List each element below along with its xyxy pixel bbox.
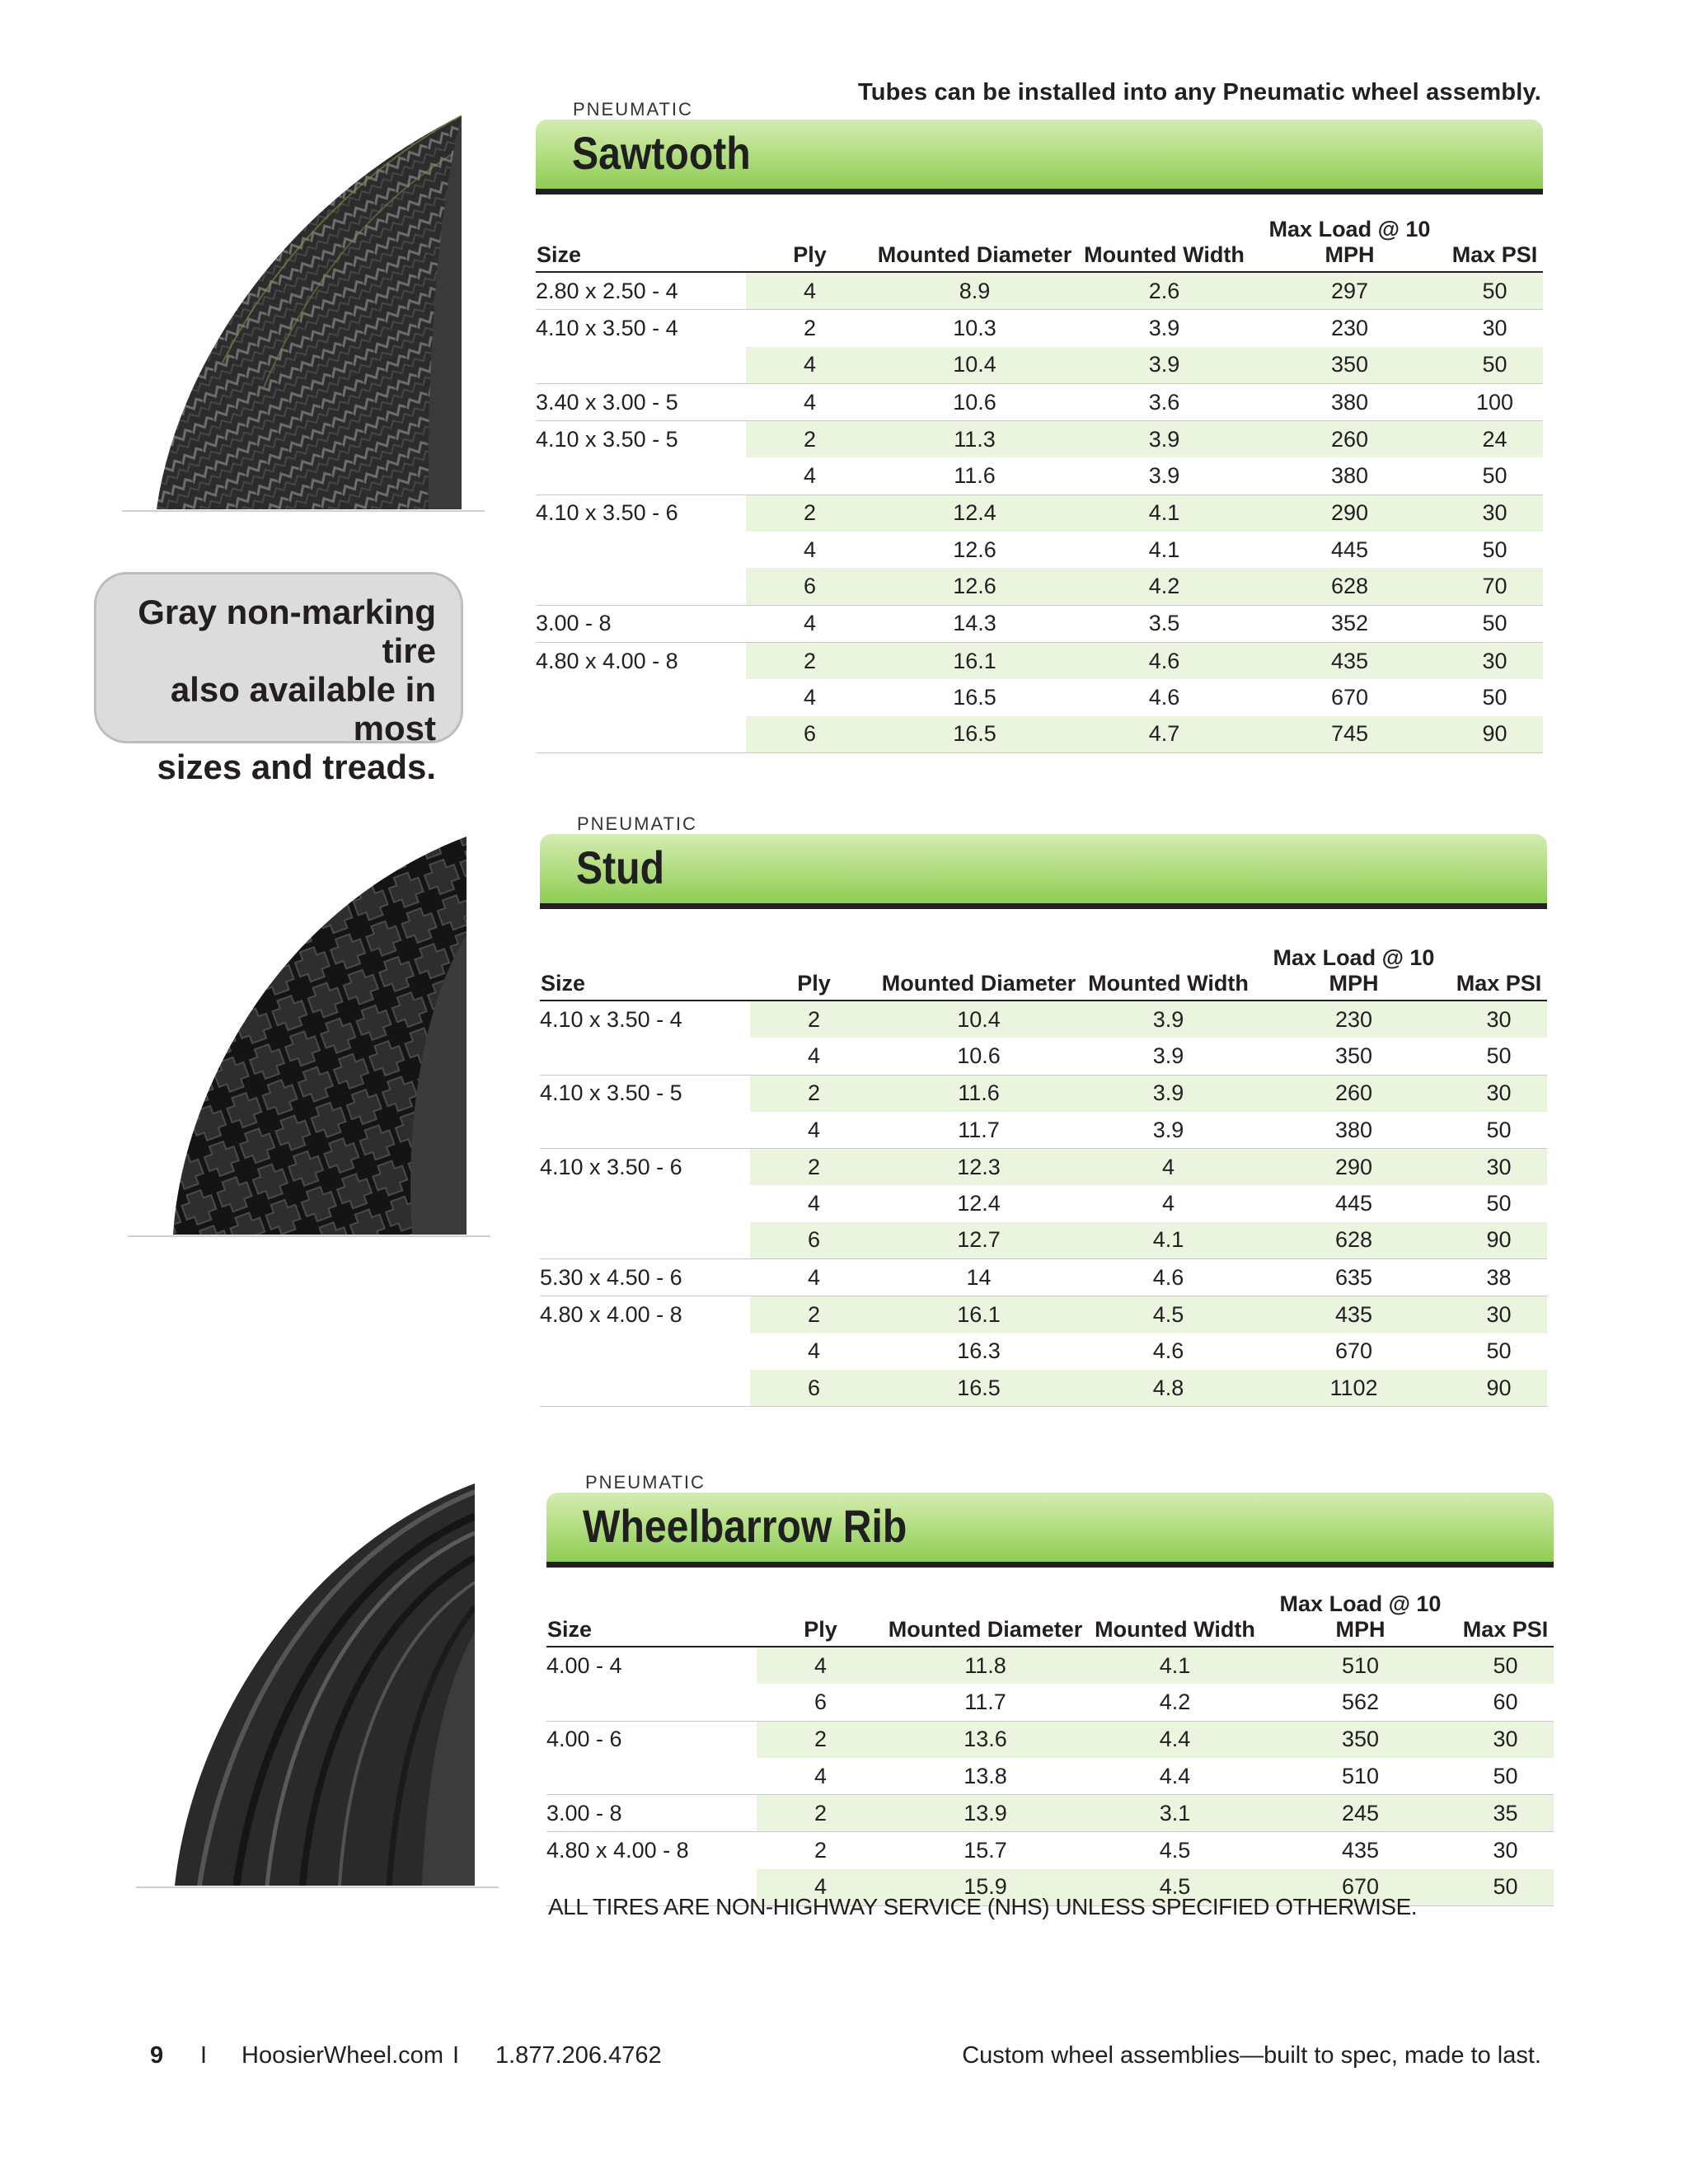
max-load-cell: 290 <box>1257 1149 1451 1186</box>
callout-line-3: sizes and treads. <box>157 748 436 786</box>
wheelbarrow-rib-spec-table <box>546 1591 1554 1906</box>
max-load-cell: 635 <box>1257 1259 1451 1296</box>
max-load-cell: 260 <box>1257 1075 1451 1112</box>
max-psi-cell: 35 <box>1457 1795 1554 1832</box>
width-cell: 4.7 <box>1076 716 1253 753</box>
width-cell: 3.9 <box>1148 463 1180 489</box>
max-load-col-header: Max Load @ 10 MPH <box>1264 1591 1457 1647</box>
ply-cell: 4 <box>746 383 874 420</box>
ply-cell: 2 <box>757 1832 884 1869</box>
max-psi-cell: 50 <box>1486 1117 1512 1142</box>
page-number: 9 <box>150 2042 164 2069</box>
diameter-cell: 12.6 <box>953 537 996 562</box>
table-row <box>536 494 1543 532</box>
width-cell: 4.2 <box>1159 1689 1191 1714</box>
width-cell: 3.9 <box>1076 421 1253 458</box>
max-load-cell: 435 <box>1253 642 1447 679</box>
width-cell: 4.1 <box>1080 1222 1257 1259</box>
table-row <box>536 568 1543 605</box>
max-psi-cell: 30 <box>1457 1721 1554 1758</box>
gray-tire-callout <box>94 572 463 786</box>
ply-cell: 4 <box>757 1647 884 1684</box>
table-row <box>540 1001 1547 1038</box>
diameter-cell: 13.9 <box>884 1795 1086 1832</box>
max-load-cell: 297 <box>1253 272 1447 310</box>
table-row <box>546 1684 1554 1721</box>
max-load-cell: 510 <box>1341 1763 1380 1788</box>
max-load-cell: 1102 <box>1257 1370 1451 1407</box>
section-kicker: PNEUMATIC <box>577 813 697 834</box>
size-cell <box>540 1333 750 1370</box>
diameter-cell: 13.6 <box>884 1721 1086 1758</box>
table-row <box>546 1832 1554 1869</box>
ply-cell: 4 <box>746 605 874 642</box>
diameter-cell: 12.4 <box>874 494 1076 532</box>
max-psi-cell: 30 <box>1451 1001 1547 1038</box>
max-psi-cell: 50 <box>1482 684 1507 710</box>
max-psi-cell: 30 <box>1451 1075 1547 1112</box>
max-load-cell: 562 <box>1341 1689 1380 1714</box>
max-load-cell: 380 <box>1253 383 1447 420</box>
sawtooth-image-rule <box>122 510 485 512</box>
size-cell <box>540 1112 750 1149</box>
callout-line-2: also available in most <box>170 670 436 748</box>
diameter-cell: 10.6 <box>957 1043 1001 1068</box>
size-cell <box>540 1370 750 1407</box>
width-cell: 3.9 <box>1152 1117 1184 1142</box>
size-cell <box>536 532 746 568</box>
size-cell: 4.80 x 4.00 - 8 <box>546 1832 757 1869</box>
max-psi-col-header: Max PSI <box>1451 944 1547 1001</box>
width-cell: 3.9 <box>1080 1075 1257 1112</box>
footer-separator: I <box>200 2042 208 2069</box>
max-psi-cell: 60 <box>1493 1689 1518 1714</box>
ply-cell: 6 <box>814 1689 828 1714</box>
table-row <box>536 272 1543 310</box>
table-row <box>546 1721 1554 1758</box>
diameter-cell: 16.1 <box>874 642 1076 679</box>
size-cell: 4.80 x 4.00 - 8 <box>536 642 746 679</box>
max-psi-cell: 50 <box>1447 605 1543 642</box>
width-cell: 4 <box>1080 1149 1257 1186</box>
size-cell <box>540 1185 750 1221</box>
diameter-cell: 11.3 <box>874 421 1076 458</box>
width-cell: 2.6 <box>1076 272 1253 310</box>
section-kicker: PNEUMATIC <box>573 99 693 120</box>
max-psi-col-header: Max PSI <box>1447 216 1543 272</box>
max-psi-cell: 30 <box>1451 1149 1547 1186</box>
table-row <box>536 642 1543 679</box>
max-load-cell: 245 <box>1264 1795 1457 1832</box>
max-load-cell: 670 <box>1334 1338 1373 1364</box>
diameter-cell: 10.3 <box>874 310 1076 347</box>
table-row <box>546 1647 1554 1684</box>
max-psi-cell: 100 <box>1447 383 1543 420</box>
sawtooth-tire-image <box>124 115 462 509</box>
ply-cell: 6 <box>746 568 874 605</box>
width-col-header: Mounted Width <box>1076 216 1253 272</box>
nhs-note: ALL TIRES ARE NON-HIGHWAY SERVICE (NHS) UNLESS SPECIFIED OTHERWISE. <box>548 1894 1418 1919</box>
ply-cell: 2 <box>746 310 874 347</box>
max-load-cell: 350 <box>1334 1043 1373 1068</box>
width-cell: 4.6 <box>1080 1259 1257 1296</box>
ply-cell: 4 <box>757 1869 884 1906</box>
max-psi-cell: 50 <box>1486 1043 1512 1068</box>
size-cell <box>546 1684 757 1721</box>
max-psi-cell: 50 <box>1493 1763 1518 1788</box>
size-cell: 4.10 x 3.50 - 6 <box>536 494 746 532</box>
table-row <box>536 679 1543 715</box>
website-link[interactable]: HoosierWheel.com <box>241 2042 443 2069</box>
max-load-cell: 380 <box>1330 463 1369 489</box>
width-col-header: Mounted Width <box>1086 1591 1264 1647</box>
max-load-cell: 628 <box>1253 568 1447 605</box>
diameter-col-header: Mounted Diameter <box>878 944 1080 1001</box>
table-row <box>546 1795 1554 1832</box>
diameter-cell: 10.6 <box>874 383 1076 420</box>
diameter-cell: 16.3 <box>957 1338 1001 1364</box>
ply-cell: 2 <box>750 1149 878 1186</box>
width-cell: 4.5 <box>1080 1296 1257 1333</box>
footer-tagline: Custom wheel assemblies—built to spec, made to last. <box>962 2042 1541 2069</box>
diameter-cell: 11.6 <box>878 1075 1080 1112</box>
max-psi-cell: 24 <box>1447 421 1543 458</box>
max-load-cell: 745 <box>1253 716 1447 753</box>
ply-cell: 4 <box>746 272 874 310</box>
size-cell <box>540 1222 750 1259</box>
section-header-bar <box>540 834 1547 909</box>
max-load-col-header: Max Load @ 10 MPH <box>1257 944 1451 1001</box>
size-cell: 3.00 - 8 <box>536 605 746 642</box>
table-row <box>536 421 1543 458</box>
table-row <box>536 532 1543 568</box>
sawtooth-spec-table <box>536 216 1543 753</box>
size-cell: 3.00 - 8 <box>546 1795 757 1832</box>
max-load-cell: 628 <box>1257 1222 1451 1259</box>
size-cell: 4.00 - 4 <box>546 1652 622 1678</box>
table-row <box>536 716 1543 753</box>
diameter-cell: 11.6 <box>954 463 996 489</box>
size-cell <box>536 347 746 384</box>
diameter-cell: 16.5 <box>953 684 996 710</box>
max-psi-cell: 30 <box>1457 1832 1554 1869</box>
max-psi-cell: 90 <box>1451 1370 1547 1407</box>
callout-line-1: Gray non-marking tire <box>138 593 436 670</box>
size-cell: 2.80 x 2.50 - 4 <box>536 278 678 303</box>
diameter-cell: 16.1 <box>878 1296 1080 1333</box>
width-cell: 4.8 <box>1080 1370 1257 1407</box>
table-row <box>540 1112 1547 1149</box>
width-cell: 4.6 <box>1152 1338 1184 1364</box>
max-psi-cell: 38 <box>1451 1259 1547 1296</box>
max-load-col-header: Max Load @ 10 MPH <box>1253 216 1447 272</box>
diameter-cell: 10.4 <box>874 347 1076 384</box>
max-load-cell: 435 <box>1264 1832 1457 1869</box>
ply-cell: 4 <box>750 1259 878 1296</box>
stud-image-rule <box>128 1235 490 1237</box>
size-cell <box>546 1758 757 1795</box>
diameter-cell: 16.5 <box>878 1370 1080 1407</box>
ply-cell: 6 <box>750 1222 878 1259</box>
size-cell: 4.00 - 6 <box>546 1721 757 1758</box>
diameter-cell: 14.3 <box>874 605 1076 642</box>
width-cell: 4.1 <box>1076 494 1253 532</box>
max-load-cell: 290 <box>1253 494 1447 532</box>
width-cell: 4.2 <box>1076 568 1253 605</box>
ply-cell: 4 <box>803 463 817 489</box>
max-psi-cell: 90 <box>1447 716 1543 753</box>
max-load-cell: 670 <box>1330 684 1369 710</box>
table-row <box>536 310 1543 347</box>
table-row <box>540 1222 1547 1259</box>
width-cell: 3.9 <box>1076 310 1253 347</box>
size-cell <box>536 679 746 715</box>
table-row <box>540 1259 1547 1296</box>
width-cell: 4.6 <box>1076 642 1253 679</box>
table-row <box>536 347 1543 384</box>
max-load-cell: 350 <box>1253 347 1447 384</box>
ply-cell: 2 <box>750 1001 878 1038</box>
width-cell: 4.4 <box>1086 1721 1264 1758</box>
max-load-cell: 445 <box>1330 537 1369 562</box>
diameter-col-header: Mounted Diameter <box>884 1591 1086 1647</box>
max-load-cell: 352 <box>1253 605 1447 642</box>
diameter-cell: 11.7 <box>964 1689 1006 1714</box>
ply-cell: 2 <box>746 642 874 679</box>
max-load-cell: 435 <box>1257 1296 1451 1333</box>
ply-cell: 4 <box>807 1043 821 1068</box>
table-row <box>540 1185 1547 1221</box>
max-psi-cell: 50 <box>1486 1338 1512 1364</box>
ply-cell: 4 <box>803 537 817 562</box>
diameter-cell: 12.6 <box>874 568 1076 605</box>
max-psi-cell: 90 <box>1451 1222 1547 1259</box>
section-title: Stud <box>576 841 665 893</box>
width-cell: 3.9 <box>1076 347 1253 384</box>
size-col-header: Size <box>540 944 750 1001</box>
section-kicker: PNEUMATIC <box>585 1472 706 1493</box>
diameter-cell: 12.7 <box>878 1222 1080 1259</box>
max-load-cell: 260 <box>1253 421 1447 458</box>
size-cell: 4.10 x 3.50 - 4 <box>540 1006 682 1032</box>
diameter-cell: 15.7 <box>884 1832 1086 1869</box>
max-psi-cell: 50 <box>1447 347 1543 384</box>
ply-cell: 4 <box>803 684 817 710</box>
max-psi-cell: 30 <box>1447 642 1543 679</box>
diameter-cell: 12.4 <box>957 1191 1001 1216</box>
max-psi-cell: 30 <box>1447 494 1543 532</box>
max-load-cell: 510 <box>1264 1647 1457 1684</box>
ply-cell: 2 <box>746 421 874 458</box>
width-cell: 3.1 <box>1086 1795 1264 1832</box>
max-psi-cell: 50 <box>1482 537 1507 562</box>
size-cell: 4.10 x 3.50 - 5 <box>540 1075 750 1112</box>
max-psi-cell: 50 <box>1457 1869 1554 1906</box>
table-row <box>540 1296 1547 1333</box>
table-row <box>540 1038 1547 1075</box>
width-cell: 4.1 <box>1148 537 1180 562</box>
stud-spec-table <box>540 944 1547 1407</box>
max-psi-cell: 70 <box>1447 568 1543 605</box>
table-row <box>540 1075 1547 1112</box>
table-row <box>540 1333 1547 1370</box>
ply-cell: 4 <box>814 1763 828 1788</box>
size-cell: 4.10 x 3.50 - 6 <box>540 1149 750 1186</box>
diameter-cell: 8.9 <box>874 272 1076 310</box>
ply-cell: 6 <box>750 1370 878 1407</box>
ply-col-header: Ply <box>746 216 874 272</box>
ply-cell: 2 <box>750 1075 878 1112</box>
width-cell: 4.5 <box>1086 1832 1264 1869</box>
phone-number[interactable]: 1.877.206.4762 <box>495 2042 662 2069</box>
ply-cell: 4 <box>807 1191 821 1216</box>
diameter-cell: 16.5 <box>874 716 1076 753</box>
size-cell <box>536 457 746 494</box>
max-load-cell: 230 <box>1253 310 1447 347</box>
section-header-bar <box>546 1493 1554 1568</box>
diameter-col-header: Mounted Diameter <box>874 216 1076 272</box>
ply-cell: 2 <box>750 1296 878 1333</box>
max-psi-cell: 50 <box>1457 1647 1554 1684</box>
max-load-cell: 230 <box>1257 1001 1451 1038</box>
wheelbarrow-image-rule <box>136 1886 499 1888</box>
width-cell: 3.9 <box>1152 1043 1184 1068</box>
table-row <box>536 457 1543 494</box>
max-psi-cell: 50 <box>1482 463 1507 489</box>
width-cell: 3.6 <box>1076 383 1253 420</box>
max-load-cell: 445 <box>1334 1191 1373 1216</box>
table-row <box>540 1370 1547 1407</box>
table-row <box>546 1758 1554 1795</box>
max-load-cell: 670 <box>1264 1869 1457 1906</box>
ply-cell: 2 <box>757 1721 884 1758</box>
wheelbarrow-rib-tire-image <box>175 1483 475 1886</box>
size-cell: 3.40 x 3.00 - 5 <box>536 383 746 420</box>
section-title: Wheelbarrow Rib <box>583 1500 907 1552</box>
diameter-cell: 10.4 <box>878 1001 1080 1038</box>
table-row <box>536 605 1543 642</box>
size-cell <box>536 568 746 605</box>
size-cell: 5.30 x 4.50 - 6 <box>540 1259 750 1296</box>
size-cell: 4.80 x 4.00 - 8 <box>540 1296 750 1333</box>
width-col-header: Mounted Width <box>1080 944 1257 1001</box>
max-psi-cell: 50 <box>1486 1191 1512 1216</box>
ply-cell: 4 <box>807 1338 821 1364</box>
tube-note: Tubes can be installed into any Pneumatic wheel assembly. <box>857 79 1541 105</box>
table-row <box>540 1149 1547 1186</box>
max-load-cell: 380 <box>1334 1117 1373 1142</box>
width-cell: 3.5 <box>1076 605 1253 642</box>
width-cell: 3.9 <box>1080 1001 1257 1038</box>
width-cell: 4.5 <box>1086 1869 1264 1906</box>
ply-cell: 6 <box>746 716 874 753</box>
size-col-header: Size <box>536 216 746 272</box>
ply-cell: 2 <box>746 494 874 532</box>
size-cell: 4.10 x 3.50 - 5 <box>536 421 746 458</box>
size-col-header: Size <box>546 1591 757 1647</box>
width-cell: 4.1 <box>1086 1647 1264 1684</box>
max-psi-cell: 50 <box>1447 272 1543 310</box>
table-row <box>536 383 1543 420</box>
ply-col-header: Ply <box>750 944 878 1001</box>
footer-separator: I <box>452 2042 460 2069</box>
max-psi-col-header: Max PSI <box>1457 1591 1554 1647</box>
diameter-cell: 13.8 <box>964 1763 1007 1788</box>
size-cell <box>540 1038 750 1075</box>
ply-col-header: Ply <box>757 1591 884 1647</box>
section-header-bar <box>536 120 1543 194</box>
diameter-cell: 11.7 <box>958 1117 1000 1142</box>
ply-cell: 2 <box>757 1795 884 1832</box>
ply-cell: 4 <box>807 1117 821 1142</box>
size-cell <box>536 716 746 753</box>
ply-cell: 4 <box>746 347 874 384</box>
width-cell: 4 <box>1161 1191 1175 1216</box>
max-psi-cell: 30 <box>1451 1296 1547 1333</box>
width-cell: 4.6 <box>1148 684 1180 710</box>
section-title: Sawtooth <box>572 127 751 179</box>
size-cell: 4.10 x 3.50 - 4 <box>536 310 746 347</box>
diameter-cell: 14 <box>878 1259 1080 1296</box>
max-load-cell: 350 <box>1264 1721 1457 1758</box>
stud-tire-image <box>165 837 467 1235</box>
diameter-cell: 11.8 <box>884 1647 1086 1684</box>
diameter-cell: 15.9 <box>884 1869 1086 1906</box>
width-cell: 4.4 <box>1159 1763 1191 1788</box>
diameter-cell: 12.3 <box>878 1149 1080 1186</box>
max-psi-cell: 30 <box>1447 310 1543 347</box>
